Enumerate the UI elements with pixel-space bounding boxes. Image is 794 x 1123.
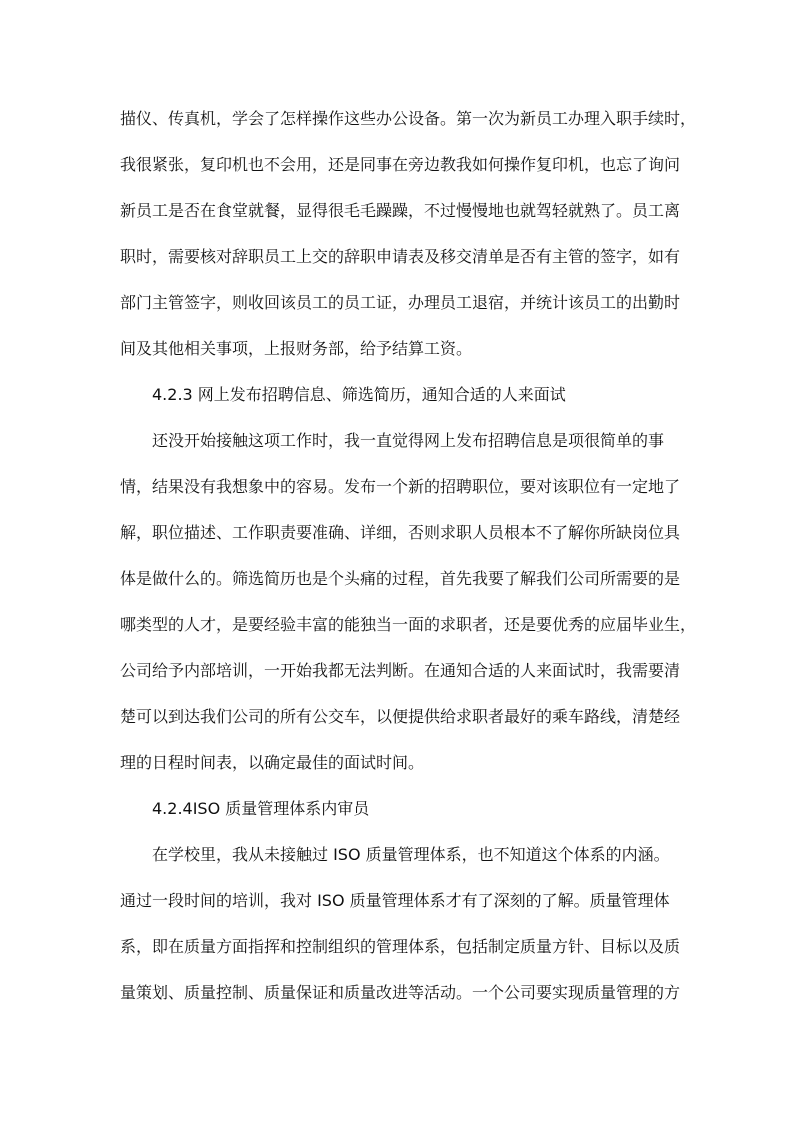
paragraph-2-line-4: 体是做什么的。筛选简历也是个头痛的过程，首先我要了解我们公司所需要的是 xyxy=(120,569,681,588)
paragraph-3-line-3: 系，即在质量方面指挥和控制组织的管理体系，包括制定质量方针、目标以及质 xyxy=(120,937,681,956)
paragraph-1-line-3: 新员工是否在食堂就餐，显得很毛毛躁躁，不过慢慢地也就驾轻就熟了。员工离 xyxy=(120,201,681,220)
paragraph-2-line-7: 楚可以到达我们公司的所有公交车，以便提供给求职者最好的乘车路线，清楚经 xyxy=(120,707,681,726)
paragraph-2-line-6: 公司给予内部培训，一开始我都无法判断。在通知合适的人来面试时，我需要清 xyxy=(120,661,681,680)
paragraph-3-line-1: 在学校里，我从未接触过 ISO 质量管理体系，也不知道这个体系的内涵。 xyxy=(152,845,670,864)
paragraph-2-line-2: 情，结果没有我想象中的容易。发布一个新的招聘职位，要对该职位有一定地了 xyxy=(120,477,681,496)
paragraph-2-line-5: 哪类型的人才，是要经验丰富的能独当一面的求职者，还是要优秀的应届毕业生， xyxy=(120,615,697,634)
paragraph-1-line-5: 部门主管签字，则收回该员工的员工证，办理员工退宿，并统计该员工的出勤时 xyxy=(120,293,681,312)
paragraph-3-line-4: 量策划、质量控制、质量保证和质量改进等活动。一个公司要实现质量管理的方 xyxy=(120,983,681,1002)
paragraph-2-line-3: 解，职位描述、工作职责要准确、详细，否则求职人员根本不了解你所缺岗位具 xyxy=(120,523,681,542)
paragraph-3-line-2: 通过一段时间的培训，我对 ISO 质量管理体系才有了深刻的了解。质量管理体 xyxy=(120,891,670,910)
section-heading-4-2-4: 4.2.4ISO 质量管理体系内审员 xyxy=(152,799,370,818)
paragraph-1-line-6: 间及其他相关事项，上报财务部，给予结算工资。 xyxy=(120,339,473,358)
paragraph-1-line-2: 我很紧张，复印机也不会用，还是同事在旁边教我如何操作复印机，也忘了询问 xyxy=(120,155,681,174)
section-heading-4-2-3: 4.2.3 网上发布招聘信息、筛选简历，通知合适的人来面试 xyxy=(152,385,566,404)
paragraph-1-line-4: 职时，需要核对辞职员工上交的辞职申请表及移交清单是否有主管的签字，如有 xyxy=(120,247,681,266)
paragraph-2-line-1: 还没开始接触这项工作时，我一直觉得网上发布招聘信息是项很简单的事 xyxy=(152,431,665,450)
paragraph-2-line-8: 理的日程时间表，以确定最佳的面试时间。 xyxy=(120,753,425,772)
paragraph-1-line-1: 描仪、传真机，学会了怎样操作这些办公设备。第一次为新员工办理入职手续时， xyxy=(120,109,697,128)
